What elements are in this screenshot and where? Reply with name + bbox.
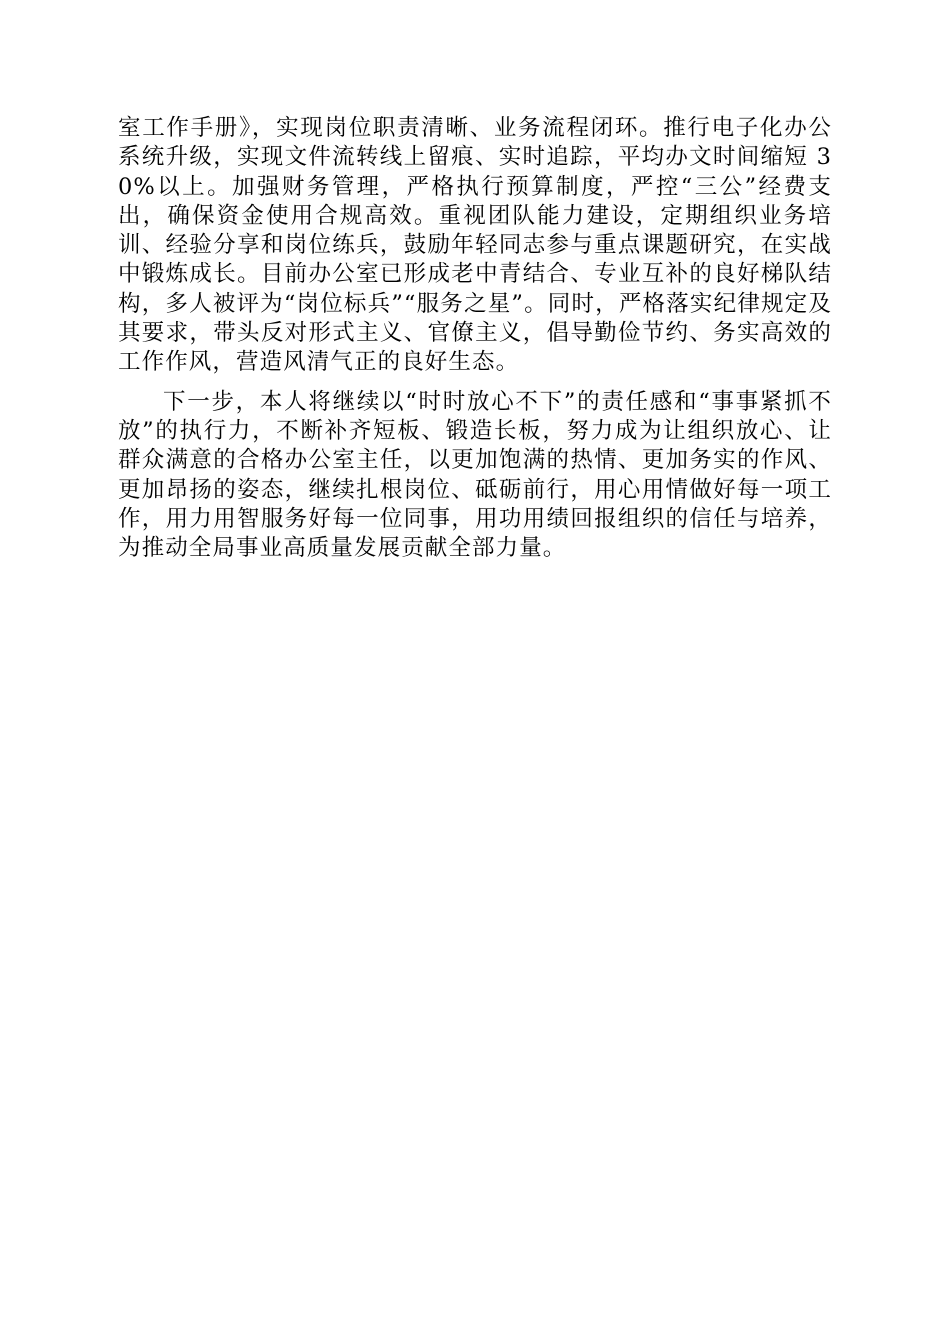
document-body bbox=[118, 114, 832, 563]
paragraph-work-summary: 室工作手册》，实现岗位职责清晰、业务流程闭环。推行电子化办公系统升级，实现文件流转线上留痕、实时追踪，平均办文时间缩短 30%以上。加强财务管理，严格执行预算制度，严控“三公”经费支出，确保资金使用合规高效。重视团队能力建设，定期组织业务培训、经验分享和岗位练兵，鼓励年轻同志参与重点课题研究，在实战中锻炼成长。目前办公室已形成老中青结合、专业互补的良好梯队结构，多人被评为“岗位标兵”“服务之星”。同时，严格落实纪律规定及其要求，带头反对形式主义、官僚主义，倡导勤俭节约、务实高效的工作作风，营造风清气正的良好生态。 bbox=[118, 115, 832, 376]
paragraph-next-steps: 下一步，本人将继续以“时时放心不下”的责任感和“事事紧抓不放”的执行力，不断补齐短板、锻造长板，努力成为让组织放心、让群众满意的合格办公室主任，以更加饱满的热情、更加务实的作风、更加昂扬的姿态，继续扎根岗位、砥砺前行，用心用情做好每一项工作，用力用智服务好每一位同事，用功用绩回报组织的信任与培养，为推动全局事业高质量发展贡献全部力量。 bbox=[118, 388, 832, 562]
